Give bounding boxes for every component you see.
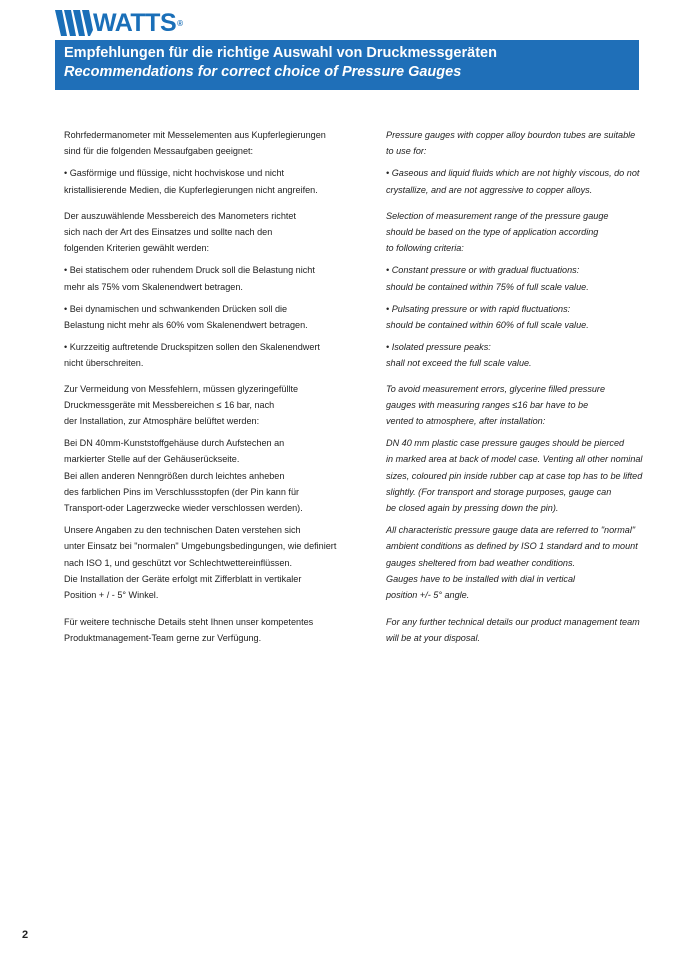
english-paragraph — [386, 208, 648, 257]
text-line: nach ISO 1, und geschützt vor Schlechtwettereinflüssen. — [64, 557, 292, 568]
text-line: sich nach der Art des Einsatzes und sollte nach den — [64, 227, 273, 238]
page-number: 2 — [22, 929, 29, 941]
german-paragraph — [64, 614, 360, 646]
english-paragraph — [386, 165, 648, 197]
text-line: sizes, coloured pin inside rubber cap at case top has to be lifted — [386, 470, 643, 481]
watts-logo — [55, 10, 183, 36]
text-line: to following criteria: — [386, 243, 464, 254]
text-line: Unsere Angaben zu den technischen Daten verstehen sich — [64, 525, 301, 536]
text-line: Produktmanagement-Team gerne zur Verfügung. — [64, 633, 262, 644]
text-line: should be contained within 60% of full scale value. — [386, 320, 589, 331]
text-line: in marked area at back of model case. Venting all other nominal — [386, 454, 643, 465]
german-paragraph — [64, 208, 360, 257]
text-line: Für weitere technische Details steht Ihnen unser kompetentes — [64, 617, 314, 628]
text-line: Rohrfedermanometer mit Messelementen aus Kupferlegierungen — [64, 130, 326, 140]
text-line: gauges sheltered from bad weather conditions. — [386, 557, 576, 568]
text-line: Pressure gauges with copper alloy bourdon tubes are suitable — [386, 130, 636, 140]
text-line: DN 40 mm plastic case pressure gauges should be pierced — [386, 438, 625, 449]
text-line: • Kurzzeitig auftretende Druckspitzen sollen den Skalenendwert — [64, 342, 320, 353]
logo-text: WATTS — [93, 9, 177, 37]
text-line: mehr als 75% vom Skalenendwert betragen. — [64, 281, 243, 292]
english-column — [386, 127, 648, 647]
english-paragraph — [386, 339, 648, 371]
text-line: Transport-oder Lagerzwecke wieder verschlossen werden). — [64, 503, 303, 514]
text-line: • Bei statischem oder ruhendem Druck soll die Belastung nicht — [64, 265, 315, 276]
text-line: gauges with measuring ranges ≤16 bar have to be — [386, 399, 589, 410]
text-line: • Gaseous and liquid fluids which are not highly viscous, do not — [386, 168, 640, 179]
text-line: Die Installation der Geräte erfolgt mit Zifferblatt in vertikaler — [64, 573, 302, 584]
german-paragraph — [64, 301, 360, 333]
text-line: • Gasförmige und flüssige, nicht hochviskose und nicht — [64, 168, 285, 179]
text-line: • Bei dynamischen und schwankenden Drücken soll die — [64, 303, 288, 314]
text-line: des farblichen Pins im Verschlussstopfen (der Pin kann für — [64, 486, 300, 497]
text-line: For any further technical details our product management team — [386, 617, 640, 628]
english-paragraph — [386, 301, 648, 333]
german-paragraph — [64, 381, 360, 430]
text-line: should be contained within 75% of full scale value. — [386, 281, 589, 292]
text-line: • Constant pressure or with gradual fluctuations: — [386, 265, 580, 276]
text-line: • Pulsating pressure or with rapid fluctuations: — [386, 303, 571, 314]
german-paragraph — [64, 262, 360, 294]
text-line: Der auszuwählende Messbereich des Manometers richtet — [64, 210, 297, 221]
german-paragraph — [64, 339, 360, 371]
text-line: markierter Stelle auf der Gehäuserückseite. — [64, 454, 240, 465]
german-paragraph — [64, 522, 360, 603]
watts-logo-mark-icon — [55, 10, 93, 36]
text-line: Zur Vermeidung von Messfehlern, müssen glyzeringefüllte — [64, 383, 299, 394]
english-paragraph — [386, 381, 648, 430]
text-line: vented to atmosphere, after installation: — [386, 416, 546, 427]
text-line: To avoid measurement errors, glycerine filled pressure — [386, 383, 606, 394]
german-paragraph — [64, 165, 360, 197]
text-line: sind für die folgenden Messaufgaben geeignet: — [64, 146, 254, 157]
title-banner — [55, 40, 639, 90]
text-line: kristallisierende Medien, die Kupferlegierungen nicht angreifen. — [64, 184, 318, 195]
text-line: Druckmessgeräte mit Messbereichen ≤ 16 bar, nach — [64, 399, 275, 410]
text-line: Gauges have to be installed with dial in vertical — [386, 573, 576, 584]
title-german: Empfehlungen für die richtige Auswahl von Druckmessgeräten — [64, 45, 497, 61]
text-line: Position + / - 5° Winkel. — [64, 590, 159, 601]
text-line: to use for: — [386, 146, 427, 157]
english-paragraph — [386, 262, 648, 294]
text-line: der Installation, zur Atmosphäre belüftet werden: — [64, 416, 260, 427]
text-line: nicht überschreiten. — [64, 358, 144, 369]
text-line: • Isolated pressure peaks: — [386, 342, 491, 353]
text-line: ambient conditions as defined by ISO 1 standard and to mount — [386, 541, 638, 552]
text-line: unter Einsatz bei "normalen" Umgebungsbedingungen, wie definiert — [64, 541, 337, 552]
text-line: shall not exceed the full scale value. — [386, 358, 532, 369]
english-paragraph — [386, 435, 648, 516]
text-line: All characteristic pressure gauge data are referred to "normal" — [386, 525, 636, 536]
text-line: be closed again by pressing down the pin). — [386, 503, 559, 514]
text-line: crystallize, and are not aggressive to copper alloys. — [386, 184, 593, 195]
text-line: Belastung nicht mehr als 60% vom Skalenendwert betragen. — [64, 320, 308, 331]
registered-mark: ® — [177, 18, 184, 28]
text-line: Bei DN 40mm-Kunststoffgehäuse durch Aufstechen an — [64, 438, 285, 449]
german-column — [64, 127, 360, 647]
german-paragraph — [64, 435, 360, 516]
english-paragraph — [386, 127, 648, 159]
german-paragraph — [64, 127, 360, 159]
text-line: Bei allen anderen Nenngrößen durch leichtes anheben — [64, 470, 285, 481]
title-english: Recommendations for correct choice of Pressure Gauges — [64, 64, 462, 80]
text-line: position +/- 5° angle. — [386, 590, 470, 601]
text-line: folgenden Kriterien gewählt werden: — [64, 243, 210, 254]
text-line: Selection of measurement range of the pressure gauge — [386, 210, 609, 221]
text-line: should be based on the type of application according — [386, 227, 599, 238]
text-line: slightly. (For transport and storage purposes, gauge can — [386, 486, 612, 497]
english-paragraph — [386, 522, 648, 603]
text-line: will be at your disposal. — [386, 633, 481, 644]
english-paragraph — [386, 614, 648, 646]
